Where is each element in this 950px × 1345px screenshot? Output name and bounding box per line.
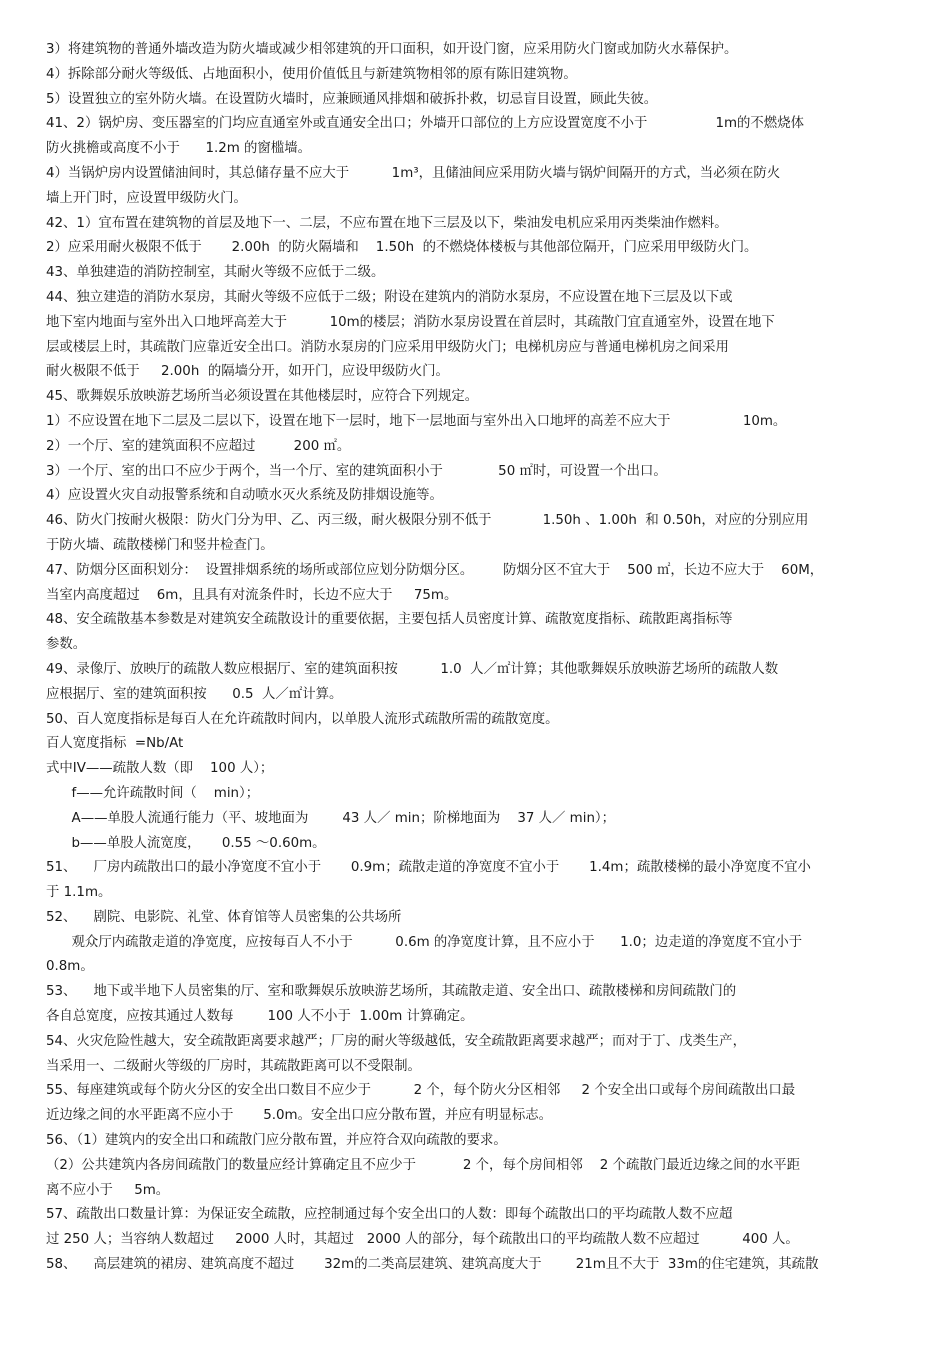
text-line: 50、百人宽度指标是每百人在允许疏散时间内，以单股人流形式疏散所需的疏散宽度。: [46, 711, 559, 727]
text-line: 2）一个厅、室的建筑面积不应超过 200 ㎡。: [46, 438, 351, 454]
text-line: 41、2）锅炉房、变压器室的门均应直通室外或直通安全出口；外墙开口部位的上方应设置宽度不小于 1m的不燃烧体: [46, 116, 804, 132]
text-line: f——允许疏散时间（ min）；: [46, 785, 260, 801]
text-line: 于 1.1m。: [46, 885, 112, 901]
text-line: 55、每座建筑或每个防火分区的安全出口数目不应少于 2 个，每个防火分区相邻 2 个安全出口或每个房间疏散出口最: [46, 1083, 796, 1099]
text-line: 42、1）宜布置在建筑物的首层及地下一、二层，不应布置在地下三层及以下，柴油发电机应采用丙类柴油作燃料。: [46, 215, 728, 231]
text-line: 耐火极限不低于 2.00h 的隔墙分开，如开门，应设甲级防火门。: [46, 364, 449, 380]
text-line: 54、火灾危险性越大，安全疏散距离要求越严；厂房的耐火等级越低，安全疏散距离要求越严；而对于丁、戊类生产，: [46, 1033, 746, 1049]
text-line: 49、录像厅、放映厅的疏散人数应根据厅、室的建筑面积按 1.0 人／㎡计算；其他歌舞娱乐放映游艺场所的疏散人数: [46, 661, 779, 677]
text-line: 于防火墙、疏散楼梯门和竖井检查门。: [46, 537, 274, 553]
text-line: 应根据厅、室的建筑面积按 0.5 人／㎡计算。: [46, 686, 343, 702]
text-line: 层或楼层上时，其疏散门应靠近安全出口。消防水泵房的门应采用甲级防火门；电梯机房应与普通电梯机房之间采用: [46, 339, 729, 355]
text-line: 51、 厂房内疏散出口的最小净宽度不宜小于 0.9m；疏散走道的净宽度不宜小于 1.4m；疏散楼梯的最小净宽度不宜小: [46, 860, 811, 876]
text-line: （2）公共建筑内各房间疏散门的数量应经计算确定且不应少于 2 个，每个房间相邻 2 个疏散门最近边缘之间的水平距: [46, 1157, 801, 1173]
text-line: 地下室内地面与室外出入口地坪高差大于 10m的楼层；消防水泵房设置在首层时，其疏散门宜直通室外，设置在地下: [46, 314, 775, 330]
text-line: 56、（1）建筑内的安全出口和疏散门应分散布置，并应符合双向疏散的要求。: [46, 1133, 507, 1149]
text-line: 过 250 人；当容纳人数超过 2000 人时，其超过 2000 人的部分，每个疏散出口的平均疏散人数不应超过 400 人。: [46, 1232, 799, 1248]
text-line: 墙上开门时，应设置甲级防火门。: [46, 190, 247, 206]
text-line: 52、 剧院、电影院、礼堂、体育馆等人员密集的公共场所: [46, 909, 402, 925]
text-line: 式中IV——疏散人数（即 100 人）；: [46, 761, 274, 777]
text-line: 当采用一、二级耐火等级的厂房时，其疏散距离可以不受限制。: [46, 1058, 421, 1074]
text-line: 47、防烟分区面积划分： 设置排烟系统的场所或部位应划分防烟分区。 防烟分区不宜大于 500 ㎡，长边不应大于 60M，: [46, 562, 824, 578]
text-line: 3）将建筑物的普通外墙改造为防火墙或减少相邻建筑的开口面积，如开设门窗，应采用防火门窗或加防火水幕保护。: [46, 42, 738, 57]
text-line: 近边缘之间的水平距离不应小于 5.0m。安全出口应分散布置，并应有明显标志。: [46, 1108, 553, 1124]
text-line: 参数。: [46, 637, 87, 653]
text-line: 各自总宽度，应按其通过人数每 100 人不小于 1.00m 计算确定。: [46, 1009, 474, 1025]
text-line: 48、安全疏散基本参数是对建筑安全疏散设计的重要依据，主要包括人员密度计算、疏散宽度指标、疏散距离指标等: [46, 612, 733, 628]
text-line: 当室内高度超过 6m，且具有对流条件时，长边不应大于 75m。: [46, 587, 458, 603]
text-line: 0.8m。: [46, 959, 94, 975]
text-line: 5）设置独立的室外防火墙。在设置防火墙时，应兼顾通风排烟和破拆扑救，切忌盲目设置，顾此失彼。: [46, 91, 658, 107]
text-line: 43、单独建造的消防控制室，其耐火等级不应低于二级。: [46, 265, 385, 281]
text-line: 观众厅内疏散走道的净宽度，应按每百人不小于 0.6m 的净宽度计算，且不应小于 1.0；边走道的净宽度不宜小于: [46, 934, 803, 950]
text-line: 4）拆除部分耐火等级低、占地面积小，使用价值低且与新建筑物相邻的原有陈旧建筑物。: [46, 66, 577, 82]
text-line: 3）一个厅、室的出口不应少于两个，当一个厅、室的建筑面积小于 50 ㎡时，可设置一个出口。: [46, 463, 667, 479]
text-line: 46、防火门按耐火极限：防火门分为甲、乙、丙三级，耐火极限分别不低于 1.50h 、1.00h 和 0.50h，对应的分别应用: [46, 513, 809, 529]
text-line: 45、歌舞娱乐放映游艺场所当必须设置在其他楼层时，应符合下列规定。: [46, 389, 479, 405]
text-line: 4）当锅炉房内设置储油间时，其总储存量不应大于 1m³，且储油间应采用防火墙与锅炉间隔开的方式，当必须在防火: [46, 165, 781, 181]
text-line: 百人宽度指标 =Nb/At: [46, 736, 184, 752]
text-line: 2）应采用耐火极限不低于 2.00h 的防火隔墙和 1.50h 的不燃烧体楼板与其他部位隔开，门应采用甲级防火门。: [46, 240, 758, 256]
document-body: [46, 38, 906, 1278]
text-line: 离不应小于 5m。: [46, 1182, 170, 1198]
text-line: 1）不应设置在地下二层及二层以下，设置在地下一层时，地下一层地面与室外出入口地坪的高差不应大于 10m。: [46, 413, 787, 429]
text-line: 58、 高层建筑的裙房、建筑高度不超过 32m的二类高层建筑、建筑高度大于 21m且不大于 33m的住宅建筑，其疏散: [46, 1257, 819, 1273]
text-line: b——单股人流宽度， 0.55 ～0.60m。: [46, 835, 326, 851]
text-line: A——单股人流通行能力（平、坡地面为 43 人／ min；阶梯地面为 37 人／ min）；: [46, 810, 616, 826]
text-line: 4）应设置火灾自动报警系统和自动喷水灭火系统及防排烟设施等。: [46, 488, 443, 504]
text-line: 44、独立建造的消防水泵房，其耐火等级不应低于二级；附设在建筑内的消防水泵房，不应设置在地下三层及以下或: [46, 289, 733, 305]
text-line: 防火挑檐或高度不小于 1.2m 的窗槛墙。: [46, 141, 311, 157]
text-line: 53、 地下或半地下人员密集的厅、室和歌舞娱乐放映游艺场所，其疏散走道、安全出口、疏散楼梯和房间疏散门的: [46, 984, 737, 1000]
text-line: 57、疏散出口数量计算：为保证安全疏散，应控制通过每个安全出口的人数：即每个疏散出口的平均疏散人数不应超: [46, 1207, 733, 1223]
